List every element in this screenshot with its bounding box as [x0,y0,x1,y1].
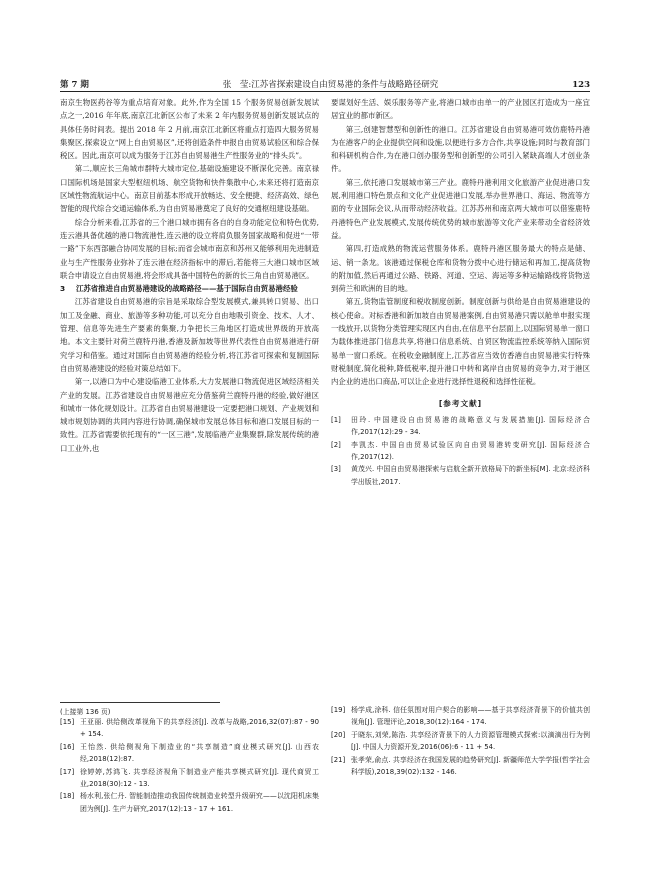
reference-text: 王怡然. 供给侧视角下制造业的“共享制造”商业模式研究[J]. 山西农经,2018(12):87. [80,742,319,764]
reference-text: 黄茂兴. 中国自由贸易港探索与启航全新开放格局下的新坐标[M]. 北京:经济科学出版社,2017. [351,465,590,486]
body-paragraph: 江苏省建设自由贸易港的宗旨是采取综合型发展模式,兼具转口贸易、出口加工及金融、商业、旅游等多种功能,可以充分自由地吸引资金、技术、人才、管理、信息等先进生产要素的集聚,力争把长三角地区打造成世界级的开放高地。本文主要针对荷兰鹿特丹港,香港及新加坡等世界代表性自由贸易港进行研究学习和借鉴。通过对国际自由贸易港的经验分析,将江苏省可探索和复制国际自由贸易港建设的经验对策总结如下。 [60,297,319,373]
body-paragraph: 第三,创建智慧型和创新性的港口。江苏省建设自由贸易港可效仿鹿特丹港为在港客户的企业提供空间和设施,以便进行多方合作,共享设施;同时与教育部门和科研机构合作,为在港口创办服务型和创新型的公司引入紧缺高端人才创业条件。 [331,124,590,174]
reference-item [60,741,319,766]
page-number: 123 [572,80,590,90]
running-title: 张 莹:江苏省探索建设自由贸易港的条件与战略路径研究 [222,80,439,90]
reference-item [331,414,590,439]
reference-item [331,463,590,488]
body-paragraph: 要谋划好生活、娱乐服务等产业,将港口城市由单一的产业园区打造成为一座宜居宜业的都市新区。 [331,98,590,121]
reference-item [331,439,590,464]
reference-text: 田玲. 中国建设自由贸易港的战略意义与发展措施[J]. 国际经济合作,2017(12):29 - 34. [351,415,590,437]
running-header [60,72,590,90]
section-heading [60,282,319,295]
body-paragraph: 第五,货物监管制度和税收制度创新。制度创新与供给是自由贸易港建设的核心使命。对标香港和新加坡自由贸易港案例,自由贸易港只需以舱单申报实现一线放开,以货物分类管理实现区内自由,在信息平台层面上,以国际贸易单一窗口为载体推进部门信息共享,将港口信息系统、自贸区物流监控系统等纳入国际贸易单一窗口系统。在税收金融制度上,江苏省应当效仿香港自由贸易港实行特殊财税制度,简化税种,降低税率,提升港口中转和离岸自由贸易的竞争力,对于港区内企业的进出口商品,可以让企业进行选择性退税和选择性征税。 [331,297,590,387]
reference-text: 杨学成,涂科. 信任氛围对用户契合的影响——基于共享经济背景下的价值共创视角[J]. 管理评论,2018,30(12):164 - 174. [351,706,590,727]
reference-number: [2] [331,440,341,449]
reference-item [331,729,590,754]
reference-number: [17] [60,767,75,776]
header-rule [60,91,590,92]
body-paragraph: 综合分析来看,江苏省的三个港口城市拥有各自的自身功能定位和特色优势,连云港具备优越的港口物流港性,连云港的设立将肩负服务国家战略和促进“一带一路”下东西部融合协同发展的目标;而省会城市南京和苏州又能够利用先进制造业与生产性服务业弥补了连云港在经济指标中的滞后,若能将三大港口城市区域联合申请设立自由贸易港,将会形成具备中国特色的新的长三角自由贸易港区。 [60,217,319,280]
reference-text: 李凯杰. 中国自由贸易试验区向自由贸易港转变研究[J]. 国际经济合作,2017(12). [351,440,590,462]
reference-item [60,766,319,791]
reference-number: [3] [331,465,341,474]
reference-number: [21] [331,755,346,764]
reference-item [331,704,590,729]
body-paragraph: 第二,顺应长三角城市群特大城市定位,基础设施建设不断深化完善。南京禄口国际机场是国家大型枢纽机场、航空货物和快件集散中心,未来还将打造南京区域性物流航运中心。南京目前基本形成开放畅达、安全便捷、经济高效、绿色智能的现代综合交通运输体系,为自由贸易港奠定了良好的交通枢纽建设基础。 [60,164,319,214]
section-title: 江苏省推进自由贸易港建设的战略路径——基于国际自由贸易港经验 [76,284,298,294]
right-column [331,96,590,488]
issue-number: 第 7 期 [60,80,89,90]
reference-item [60,716,319,741]
body-paragraph: 南京生物医药谷等为重点培育对象。此外,作为全国 15 个服务贸易创新发展试点之一,2016 年年底,南京江北新区公布了未来 2 年内服务贸易创新发展试点的具体任务时间表。提出 2018 年 2 月前,南京江北新区将重点打造四大服务贸易集聚区,探索设立“网上自由贸易区”,还将创造条件申报自由贸易试验区和综合保税区。因此,南京可以成为服务于江苏自由贸易港生产性服务业的“排头兵”。 [60,98,319,161]
reference-number: [1] [331,415,341,424]
body-paragraph: 第一,以港口为中心建设临港工业体系,大力发展港口物流促进区域经济相关产业的发展。江苏省建设自由贸易港应充分借鉴荷兰鹿特丹港的经验,做好港区和城市一体化规划设计。江苏省自由贸易港建设一定要把港口规划、产业规划和城市规划协调的共同内容进行协调,确保城市发展总体目标和港口发展目标的一致性。江苏省需要依托现有的“一区三港”,发展临港产业集聚群,除发展传统的港口工业外,也 [60,377,319,453]
continued-note: (上接第 136 页) [60,708,111,716]
reference-number: [16] [60,742,75,751]
reference-text: 徐婷婷,苏鸿飞. 共享经济视角下制造业产能共享模式研究[J]. 现代商贸工业,2018(30):12 - 13. [80,767,319,789]
reference-number: [19] [331,706,346,714]
reference-text: 于晓东,刘荣,陈浩. 共享经济背景下的人力资源管理模式探索:以滴滴出行为例[J]. 中国人力资源开发,2016(06):6 - 11 + 54. [351,730,590,752]
references-title: [参考文献] [438,398,483,408]
reference-number: [15] [60,718,75,726]
reference-text: 张孝荣,俞点. 共享经济在我国发展的趋势研究[J]. 新疆师范大学学报(哲学社会科学版),2018,39(02):132 - 146. [351,755,590,777]
reference-text: 杨水利,张仁丹. 智能制造推动我国传统制造业转型升级研究——以沈阳机床集团为例[J]. 生产力研究,2017(12):13 - 17 + 161. [80,792,319,813]
body-paragraph: 第四,打造成熟的物流运营服务体系。鹿特丹港区服务最大的特点是储、运、销一条龙。该港通过保税仓库和货物分拨中心进行储运和再加工,提高货物的附加值,然后再通过公路、铁路、河道、空运、海运等多种运输路线将货物送到荷兰和欧洲的目的地。 [331,244,590,294]
section-number: 3 [60,284,66,294]
reference-item [60,790,319,815]
reference-item [331,754,590,779]
left-column [60,96,319,455]
footnote-references-right [331,704,590,778]
reference-number: [20] [331,730,346,739]
footnote-references-left [60,716,319,815]
reference-number: [18] [60,792,75,801]
body-paragraph: 第三,依托港口发展城市第三产业。鹿特丹港利用文化旅游产业促进港口发展,利用港口特色景点和文化产业促进港口发展,举办世界港口、海运、物流等方面的专业国际会议,从而带动经济收益。江苏苏州和南京两大城市可以借鉴鹿特丹港特色产业发展模式,发展传统优势的城市旅游等文化产业来带动全省经济效益。 [331,177,590,240]
reference-text: 王亚丽. 供给侧改革视角下的共享经济[J]. 改革与战略,2016,32(07):87 - 90 + 154. [80,718,319,739]
footnote-rule [60,702,220,703]
